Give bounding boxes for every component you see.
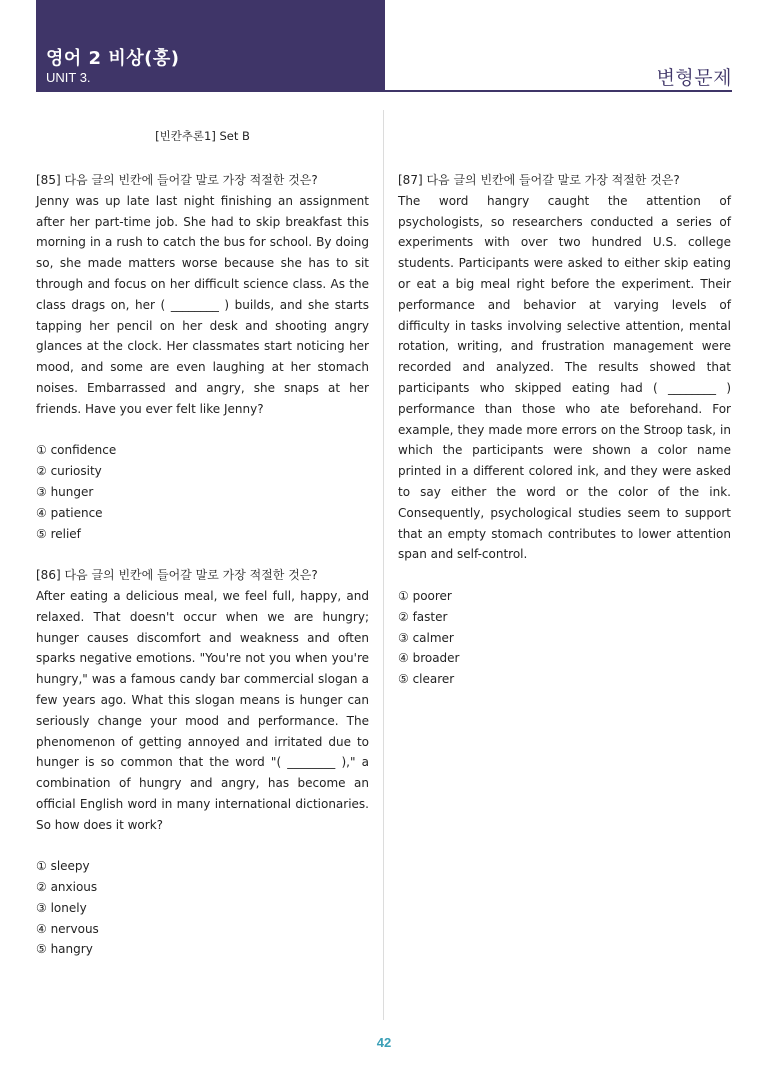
set-title: [빈칸추론1] Set B [155,129,250,143]
left-column [36,170,369,960]
question-85 [36,170,369,544]
header-banner [36,0,385,92]
option-item: ⑤ relief [36,526,81,541]
page-number: 42 [376,1035,392,1050]
option-item: ② curiosity [36,464,102,479]
option-item: ③ hunger [36,484,94,499]
option-item: ⑤ clearer [398,672,455,687]
option-item: ① sleepy [36,859,90,874]
option-item: ⑤ hangry [36,942,93,957]
question-86-options [36,856,369,960]
question-86-head: [86] 다음 글의 빈칸에 들어갈 말로 가장 적절한 것은? [36,568,318,583]
question-86 [36,565,369,960]
question-86-passage: After eating a delicious meal, we feel full, happy, and relaxed. That doesn't occur when we are hungry; hunger causes discomfort and weakness and often sparks negative emotions. "You're not you when you're hungry," was a famous candy bar commercial slogan a few years ago. What this slogan means is hunger can seriously change your mood and performance. The phenomenon of getting annoyed and irritated due to hunger is so common that the word "( ________ )," a combination of hungry and angry, has become an official English word in many international dictionaries. So how does it work? [36,588,369,832]
question-87-options [398,586,731,690]
question-85-options [36,440,369,544]
option-item: ② anxious [36,880,98,895]
question-87-head: [87] 다음 글의 빈칸에 들어갈 말로 가장 적절한 것은? [398,173,680,187]
option-item: ① confidence [36,443,117,458]
option-item: ② faster [398,609,448,624]
option-item: ④ broader [398,651,460,666]
book-title: 영어 2 비상(홍) [46,48,180,69]
question-85-passage: Jenny was up late last night finishing an assignment after her part-time job. She had to skip breakfast this morning in a rush to catch the bus for school. By doing so, she made matters worse because she has to sit through and focus on her difficult science class. As the class drags on, her ( ________ ) builds, and she starts tapping her pencil on her desk and shooting angry glances at the clock. Her classmates start noticing her mood, and some are even laughing at her stomach noises. Embarrassed and angry, she snaps at her friends. Have you ever felt like Jenny? [36,193,369,416]
header-rule [385,90,732,92]
option-item: ③ lonely [36,900,87,915]
option-item: ④ patience [36,505,103,520]
question-85-head: [85] 다음 글의 빈칸에 들어갈 말로 가장 적절한 것은? [36,173,318,187]
question-87 [398,170,731,690]
unit-label: UNIT 3. [46,70,91,85]
section-label: 변형문제 [656,67,732,89]
right-column [398,170,731,690]
option-item: ④ nervous [36,921,99,936]
question-87-passage: The word hangry caught the attention of psychologists, so researchers conducted a series of experiments with over two hundred U.S. college students. Participants were asked to either skip eating or eat a big meal right before the experiment. Their performance and behavior at varying levels of difficulty in tasks involving selective attention, mental rotation, writing, and frustration management were recorded and analyzed. The results showed that participants who skipped eating had ( ________ ) performance than those who ate beforehand. For example, they made more errors on the Stroop task, in which the participants were shown a color name printed in a different colored ink, and they were asked to say either the word or the color of the ink. Consequently, psychological studies seem to support that an empty stomach contributes to lower attention span and self-control. [398,193,731,562]
option-item: ① poorer [398,588,452,603]
option-item: ③ calmer [398,630,454,645]
column-divider [383,110,384,1020]
